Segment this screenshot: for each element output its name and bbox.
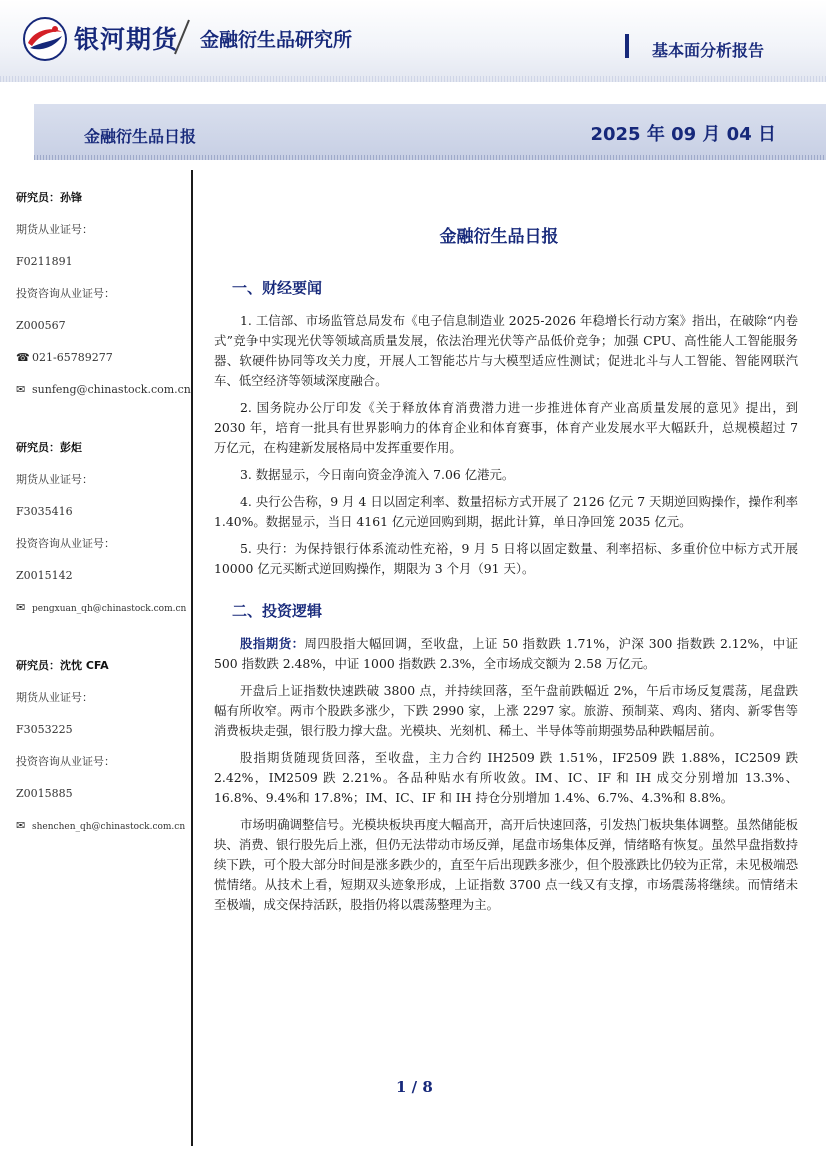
band-title: 金融衍生品日报 — [84, 127, 197, 146]
news-item: 1. 工信部、市场监管总局发布《电子信息制造业 2025-2026 年稳增长行动方案》指出，在破除“内卷式”竞争中实现光伏等领域高质量发展，依法治理光伏等产品低价竞争；加强 CPU、高性能人工智能服务器、软硬件协同等攻关力度，开展人工智能芯片与大模型适应性测试；促进北斗与人工智能、智能网联汽车、低空经济等领域深度融合。 — [214, 313, 798, 388]
futures-license-number: F3053225 — [16, 723, 73, 736]
email-address[interactable]: pengxuan_qh@chinastock.com.cn — [32, 604, 187, 614]
news-item: 4. 央行公告称，9 月 4 日以固定利率、数量招标方式开展了 2126 亿元 7 天期逆回购操作，操作利率 1.40%。数据显示，当日 4161 亿元逆回购到期，据此计算，单日净回笼 2035 亿元。 — [214, 494, 798, 529]
email-address[interactable]: shenchen_qh@chinastock.com.cn — [32, 822, 186, 832]
logic-paragraph: 股指期货随现货回落，至收盘，主力合约 IH2509 跌 1.51%，IF2509 跌 1.88%，IC2509 跌 2.42%，IM2509 跌 2.21%。各品种贴水有所收敛。IM、IC、IF 和 IH 成交分别增加 13.3%、16.8%、9.4%和 17.8%；IM、IC、IF 和 IH 持仓分别增加 1.4%、6.7%、4.3%和 8.8%。 — [214, 750, 798, 805]
mail-icon: ✉ — [16, 819, 26, 832]
analyst-name: 研究员：彭炬 — [16, 441, 82, 454]
phone-number: 021-65789277 — [32, 351, 113, 364]
logic-lead-paragraph — [214, 634, 798, 674]
analyst-name: 研究员：沈忱 CFA — [16, 659, 109, 672]
document-title: 金融衍生品日报 — [439, 227, 559, 247]
analyst-card — [16, 440, 186, 632]
analyst-name: 研究员：孙锋 — [16, 191, 82, 204]
slash-divider — [172, 18, 192, 56]
report-type-marker — [625, 34, 629, 58]
advisory-license-number: Z0015142 — [16, 569, 73, 582]
logic-paragraph: 开盘后上证指数快速跌破 3800 点，并持续回落，至午盘前跌幅近 2%，午后市场反复震荡，尾盘跌幅有所收窄。两市个股跌多涨少，下跌 2990 家，上涨 2297 家。旅游、预制菜、鸡肉、猪肉、新零售等消费板块走强，银行股力撑大盘。光模块、光刻机、稀土、半导体等前期强势品种跌幅居前。 — [214, 683, 798, 738]
lead-keyword: 股指期货： — [240, 636, 305, 651]
section-heading-news: 一、财经要闻 — [232, 279, 323, 297]
analyst-email[interactable] — [16, 382, 191, 414]
analyst-card — [16, 658, 186, 850]
lead-text: 周四股指大幅回调，至收盘，上证 50 指数跌 1.71%，沪深 300 指数跌 2.12%，中证 500 指数跌 2.48%，中证 1000 指数跌 2.3%，全市场成交额为 2.58 万亿元。 — [214, 636, 798, 671]
page-number: 1 / 8 — [396, 1078, 433, 1096]
report-body — [200, 222, 798, 922]
advisory-license-label: 投资咨询从业证号： — [16, 287, 115, 300]
futures-license-number: F3035416 — [16, 505, 73, 518]
analyst-email[interactable] — [16, 818, 186, 850]
news-item: 3. 数据显示，今日南向资金净流入 7.06 亿港元。 — [240, 467, 515, 482]
vertical-divider — [191, 170, 193, 1146]
advisory-license-label: 投资咨询从业证号： — [16, 755, 115, 768]
page-header — [0, 0, 826, 82]
analyst-email[interactable] — [16, 600, 186, 632]
analyst-sidebar — [16, 190, 191, 850]
news-item: 5. 央行：为保持银行体系流动性充裕，9 月 5 日将以固定数量、利率招标、多重价位中标方式开展 10000 亿元买断式逆回购操作，期限为 3 个月（91 天）。 — [214, 541, 798, 576]
brand-name: 银河期货 — [74, 25, 179, 54]
mail-icon: ✉ — [16, 383, 26, 396]
futures-license-label: 期货从业证号： — [16, 223, 93, 236]
advisory-license-label: 投资咨询从业证号： — [16, 537, 115, 550]
report-type: 基本面分析报告 — [651, 41, 764, 60]
title-band — [34, 104, 826, 160]
futures-license-label: 期货从业证号： — [16, 473, 93, 486]
advisory-license-number: Z000567 — [16, 319, 66, 332]
section-heading-logic: 二、投资逻辑 — [232, 602, 323, 620]
phone-icon: ☎ — [16, 351, 30, 364]
report-date: 2025 年 09 月 04 日 — [590, 124, 776, 145]
advisory-license-number: Z0015885 — [16, 787, 73, 800]
news-item: 2. 国务院办公厅印发《关于释放体育消费潜力进一步推进体育产业高质量发展的意见》提出，到 2030 年，培育一批具有世界影响力的体育企业和体育赛事，体育产业发展水平大幅跃升，总规模超过 7 万亿元，在构建新发展格局中发挥重要作用。 — [214, 400, 798, 455]
galaxy-logo-icon — [22, 16, 68, 62]
mail-icon: ✉ — [16, 601, 26, 614]
email-address[interactable]: sunfeng@chinastock.com.cn — [32, 383, 191, 396]
logic-paragraph: 市场明确调整信号。光模块板块再度大幅高开，高开后快速回落，引发热门板块集体调整。虽然储能板块、消费、银行股先后上涨，但仍无法带动市场反弹，尾盘市场集体反弹，情绪略有恢复。虽然早盘指数持续下跌，可个股大部分时间是涨多跌少的，直至午后出现跌多涨少，但个股涨跌比仍较为正常，未见极端恐慌情绪。从技术上看，短期双头迹象形成，上证指数 3700 点一线又有支撑，市场震荡将继续。而情绪未至极端，成交保持活跃，股指仍将以震荡整理为主。 — [214, 817, 798, 912]
futures-license-number: F0211891 — [16, 255, 73, 268]
analyst-phone — [16, 350, 186, 382]
department-name: 金融衍生品研究所 — [200, 29, 353, 51]
futures-license-label: 期货从业证号： — [16, 691, 93, 704]
analyst-card — [16, 190, 191, 414]
